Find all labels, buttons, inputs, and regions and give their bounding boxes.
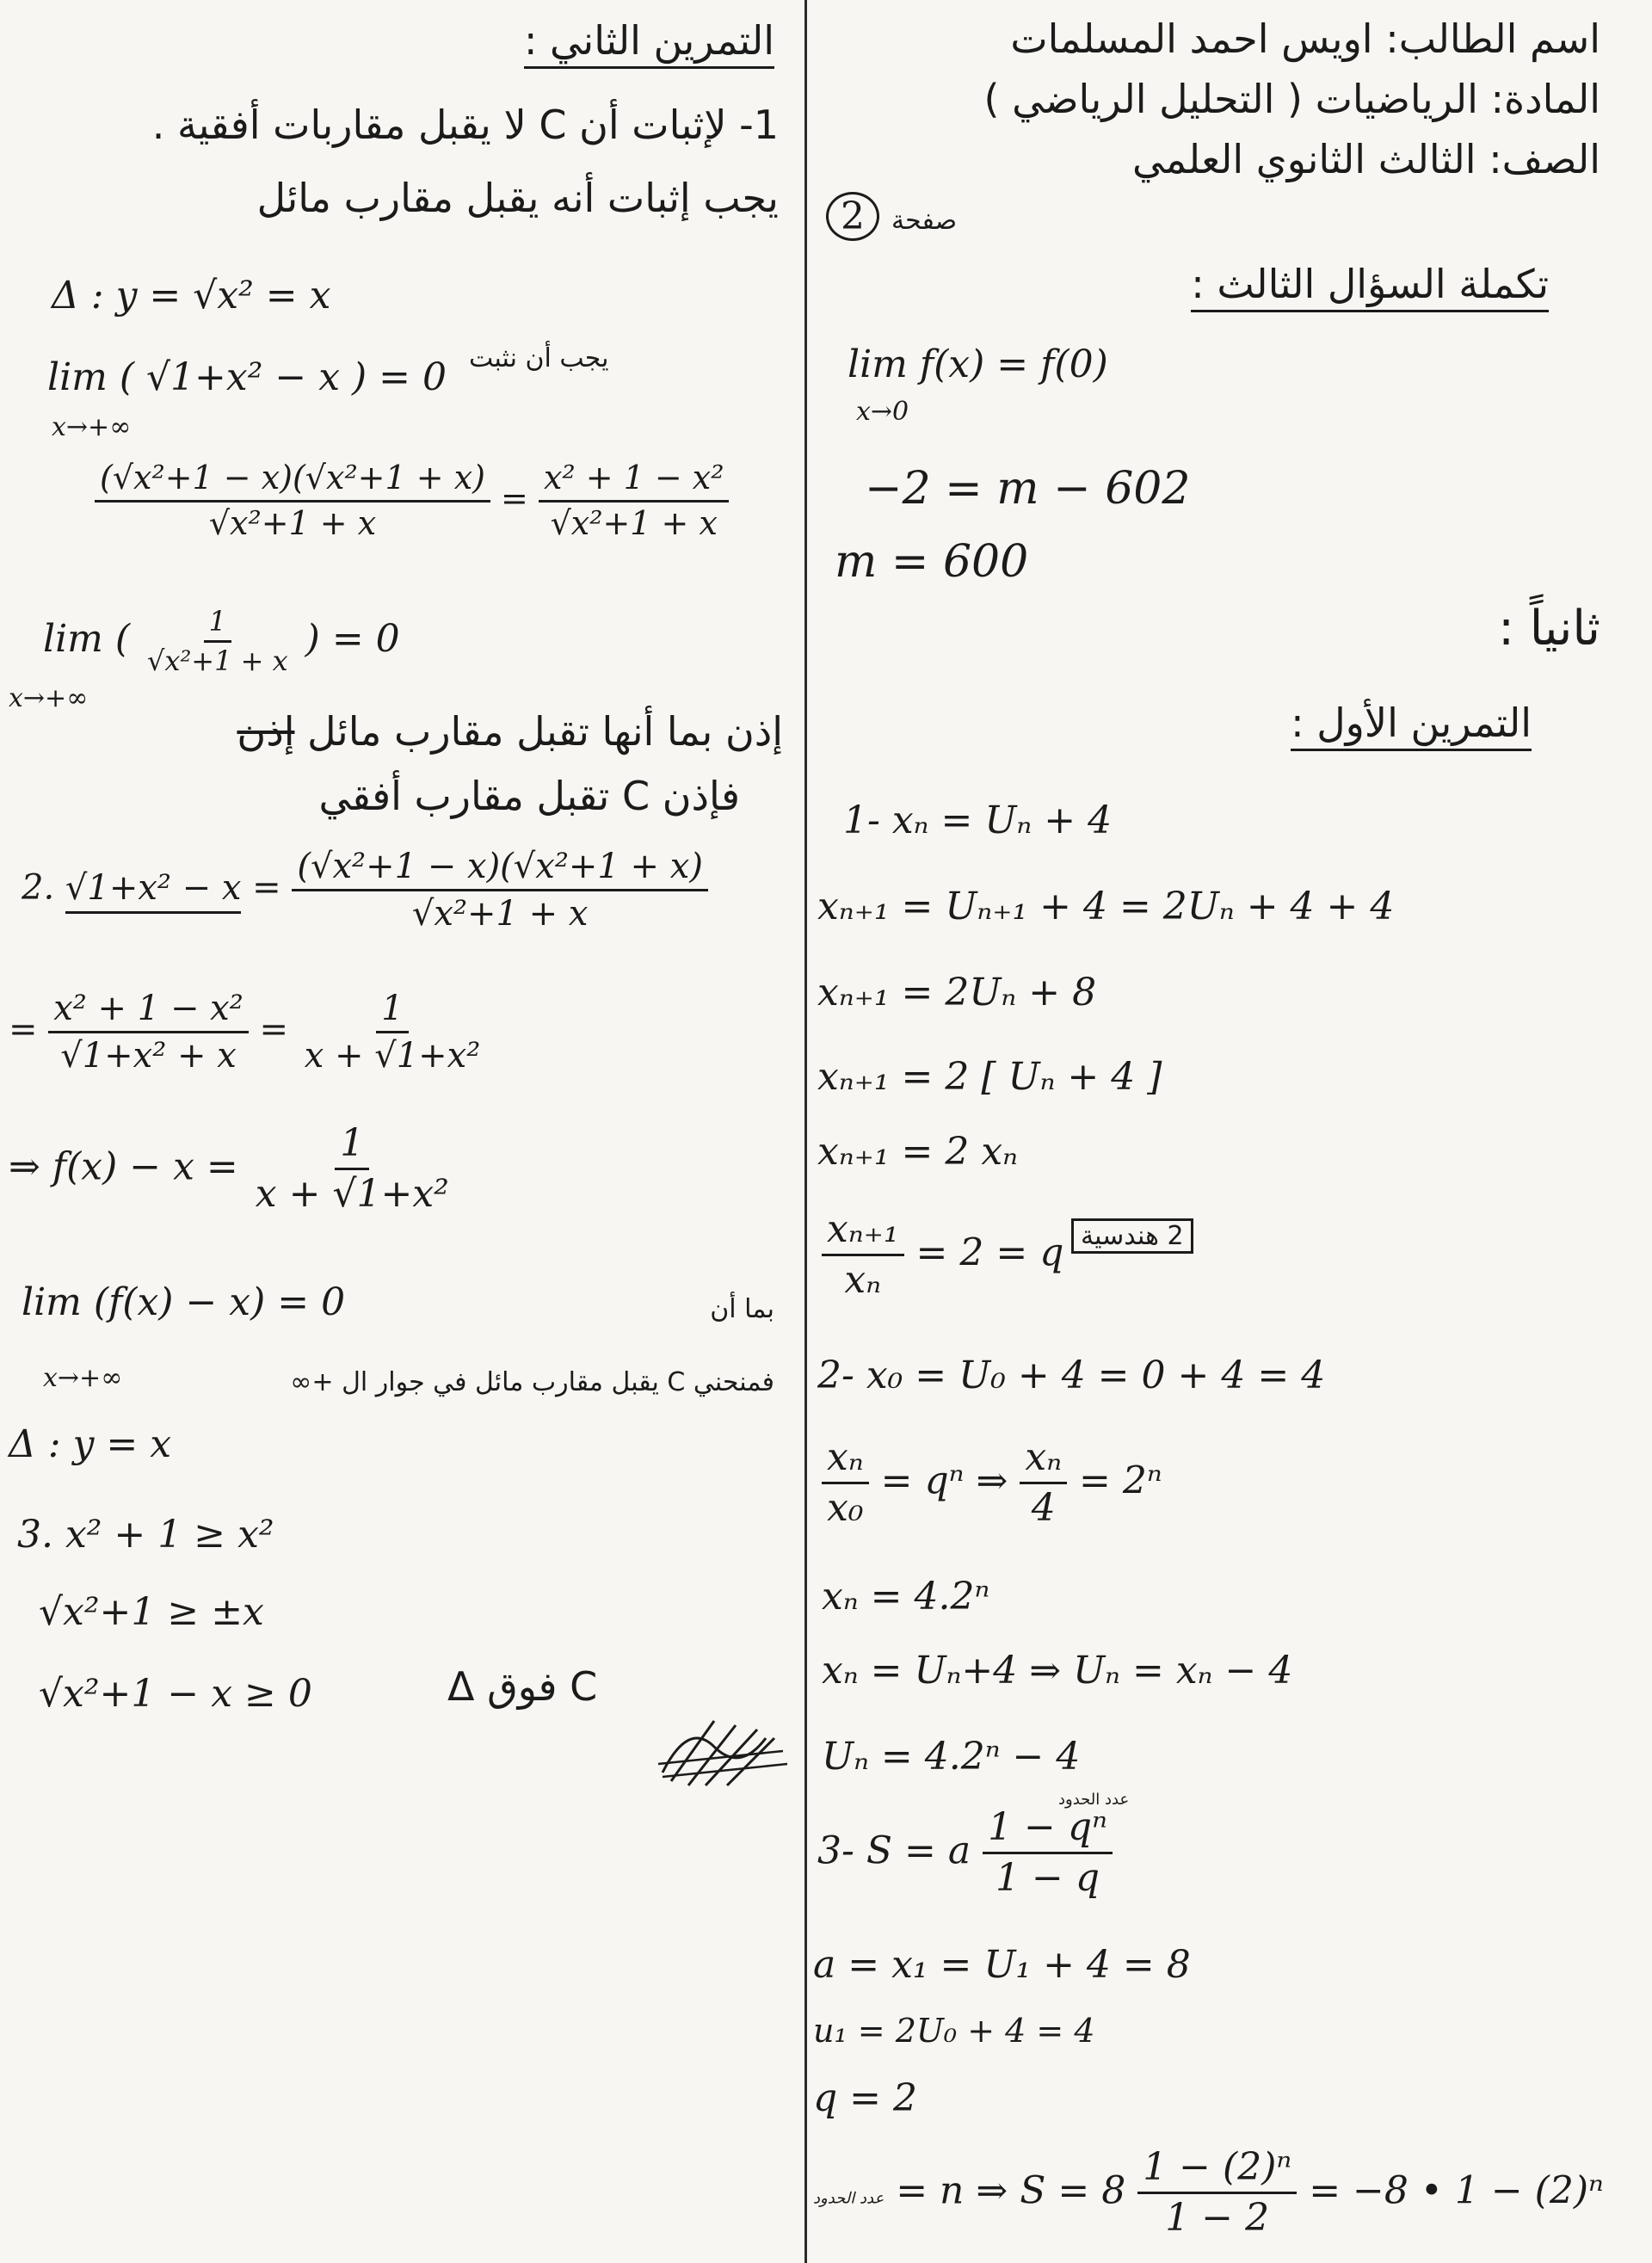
fx-minus-x-fraction — [250, 1123, 454, 1216]
crossed-out-scribble — [654, 1712, 792, 1790]
question-3a: 3. x² + 1 ≥ x² — [17, 1513, 274, 1557]
ratio-line — [822, 1209, 1063, 1302]
line-limit-1-note: يجب أن نثبت — [469, 343, 609, 373]
limit-3: lim (f(x) − x) = 0 — [22, 1280, 346, 1324]
question-2-line — [22, 848, 708, 933]
limit-2-num: 1 — [204, 607, 231, 643]
step-5: xₙ₊₁ = 2 xₙ — [817, 1130, 1018, 1174]
sum-result-den: 1 − 2 — [1165, 2196, 1270, 2241]
step-4: xₙ₊₁ = 2 [ Uₙ + 4 ] — [817, 1055, 1162, 1099]
sum-result-post: = −8 • 1 − (2)ⁿ — [1309, 2168, 1604, 2213]
conjugate-line — [95, 460, 729, 542]
general-term-end: = 2ⁿ — [1079, 1458, 1162, 1503]
question-2-den: √x²+1 + x — [411, 894, 589, 934]
line-delta: Δ : y = √x² = x — [52, 274, 331, 318]
limit-3-note-2: فمنحني C يقبل مقارب مائل في جوار ال +∞ — [290, 1367, 774, 1397]
ratio-fraction — [822, 1209, 904, 1302]
limit-continuity: lim f(x) = f(0) — [848, 342, 1108, 386]
step-un-relation: xₙ = Uₙ+4 ⇒ Uₙ = xₙ − 4 — [822, 1649, 1293, 1693]
step-q: q = 2 — [813, 2076, 917, 2120]
sum-result-pre: = n ⇒ S = 8 — [896, 2168, 1126, 2213]
fx-minus-x-pre: ⇒ f(x) − x = — [9, 1144, 238, 1189]
step-a: a = x₁ = U₁ + 4 = 8 — [813, 1943, 1191, 1987]
ratio-result: = 2 = q — [915, 1230, 1064, 1275]
simplify-num-2: 1 — [376, 990, 408, 1033]
simplify-den-2: x + √1+x² — [304, 1036, 481, 1076]
sum-formula-pre: 3- S = a — [817, 1828, 971, 1873]
simplify-eq1: = — [9, 1009, 49, 1050]
step-x0: 2- x₀ = U₀ + 4 = 0 + 4 = 4 — [817, 1353, 1326, 1397]
sum-formula-num: 1 − qⁿ — [983, 1807, 1113, 1854]
sum-result — [813, 2147, 1604, 2240]
student-name: اسم الطالب: اويس احمد المسلمات — [1010, 15, 1600, 62]
step-xn: xₙ = 4.2ⁿ — [822, 1575, 990, 1619]
conclusion-1-text: إذن بما أنها تقبل مقارب مائل — [307, 708, 783, 755]
page-marker — [826, 196, 957, 237]
step-3: xₙ₊₁ = 2Uₙ + 8 — [817, 971, 1097, 1014]
sum-formula-den: 1 − q — [995, 1856, 1100, 1901]
simplify-eq2: = — [259, 1009, 299, 1050]
question-2-num: (√x²+1 − x)(√x²+1 + x) — [292, 848, 708, 891]
page-number: 2 — [826, 192, 879, 241]
simplify-den-1: √1+x² + x — [60, 1036, 237, 1076]
general-term-line — [822, 1437, 1162, 1530]
equation-m-2: m = 600 — [835, 536, 1029, 588]
conclusion-2: فإذن C تقبل مقارب أفقي — [318, 773, 740, 819]
line-limit-1: lim ( √1+x² − x ) = 0 — [47, 355, 447, 399]
xn-over-4 — [1020, 1437, 1067, 1530]
equation-m-1: −2 = m − 602 — [865, 463, 1191, 515]
sum-result-fraction — [1137, 2147, 1297, 2240]
question-2-expr: √1+x² − x — [65, 868, 242, 914]
question-3b: √x²+1 ≥ ±x — [39, 1590, 264, 1634]
conclusion-1-strike: إذن — [237, 708, 295, 755]
exercise-two-title: التمرين الثاني : — [524, 19, 774, 69]
simplify-fraction-1 — [48, 990, 249, 1075]
xn-over-4-den: 4 — [1031, 1486, 1056, 1531]
conjugate-eq: = — [501, 478, 539, 517]
question-3c: √x²+1 − x ≥ 0 — [39, 1672, 312, 1716]
step-1: 1- xₙ = Uₙ + 4 — [843, 799, 1113, 842]
limit-continuity-sub: x→0 — [856, 397, 909, 427]
limit-3-sub: x→+∞ — [43, 1363, 123, 1393]
limit-2-post: ) = 0 — [305, 617, 400, 662]
limit-2-line — [43, 607, 400, 676]
conjugate-fraction — [95, 460, 490, 542]
general-term-mid: = qⁿ ⇒ — [880, 1458, 1008, 1503]
limit-3-note-1: بما أن — [710, 1294, 774, 1324]
ratio-denominator: xₙ — [844, 1258, 882, 1303]
column-divider — [804, 0, 807, 2263]
conclusion-1 — [237, 710, 783, 754]
fx-minus-x-line — [9, 1123, 454, 1216]
sum-formula — [817, 1807, 1113, 1900]
limit-2-fraction — [142, 607, 293, 676]
fx-minus-x-den: x + √1+x² — [255, 1172, 449, 1217]
limit-2-pre: lim ( — [43, 617, 131, 662]
sum-result-num: 1 − (2)ⁿ — [1137, 2147, 1297, 2194]
right-column — [813, 0, 1652, 2263]
question-2-label: 2. — [22, 867, 55, 908]
step-u1: u₁ = 2U₀ + 4 = 4 — [813, 2012, 1095, 2050]
xn-over-4-num: xₙ — [1020, 1437, 1067, 1484]
question-2-eq: = — [252, 867, 293, 908]
step-un: Uₙ = 4.2ⁿ − 4 — [822, 1735, 1081, 1779]
simplify-fraction-2 — [299, 990, 486, 1075]
limit-2-sub: x→+∞ — [9, 683, 89, 713]
subject-line: المادة: الرياضيات ( التحليل الرياضي ) — [983, 76, 1600, 122]
simplify-line — [9, 990, 485, 1075]
geometric-note — [1071, 1222, 1193, 1250]
conjugate-den: √x²+1 + x — [208, 503, 377, 542]
xn-over-x0 — [822, 1437, 869, 1530]
sum-result-note: عدد الحدود — [813, 2189, 885, 2208]
question-1b: يجب إثبات أنه يقبل مقارب مائل — [256, 175, 779, 221]
page-label: صفحة — [891, 206, 958, 236]
conjugate-result-num: x² + 1 − x² — [539, 460, 730, 503]
sum-formula-fraction — [983, 1807, 1113, 1900]
left-column — [0, 0, 800, 2263]
xn-over-x0-den: x₀ — [827, 1486, 864, 1531]
question-3-note: C فوق Δ — [447, 1663, 598, 1710]
simplify-num-1: x² + 1 − x² — [48, 990, 249, 1033]
conjugate-result-den: √x²+1 + x — [550, 503, 718, 542]
xn-over-x0-num: xₙ — [822, 1437, 869, 1484]
asymptote-line: Δ : y = x — [9, 1422, 172, 1466]
conjugate-num: (√x²+1 − x)(√x²+1 + x) — [95, 460, 490, 503]
secondly-heading: ثانياً : — [1498, 601, 1600, 657]
line-limit-1-sub: x→+∞ — [52, 412, 132, 442]
question-1a: 1- لإثبات أن C لا يقبل مقاربات أفقية . — [151, 102, 779, 148]
grade-line: الصف: الثالث الثانوي العلمي — [1132, 136, 1600, 182]
conjugate-result — [539, 460, 730, 542]
question-2-fraction — [292, 848, 708, 933]
limit-2-den: √x²+1 + x — [147, 644, 288, 678]
exercise-one-title: التمرين الأول : — [1291, 701, 1532, 751]
geometric-note-text: 2 هندسية — [1071, 1218, 1193, 1254]
continue-title: تكملة السؤال الثالث : — [1191, 262, 1549, 312]
fx-minus-x-num: 1 — [335, 1123, 369, 1170]
sum-note: عدد الحدود — [1058, 1791, 1130, 1809]
step-2: xₙ₊₁ = Uₙ₊₁ + 4 = 2Uₙ + 4 + 4 — [817, 885, 1395, 928]
ratio-numerator: xₙ₊₁ — [822, 1209, 904, 1256]
